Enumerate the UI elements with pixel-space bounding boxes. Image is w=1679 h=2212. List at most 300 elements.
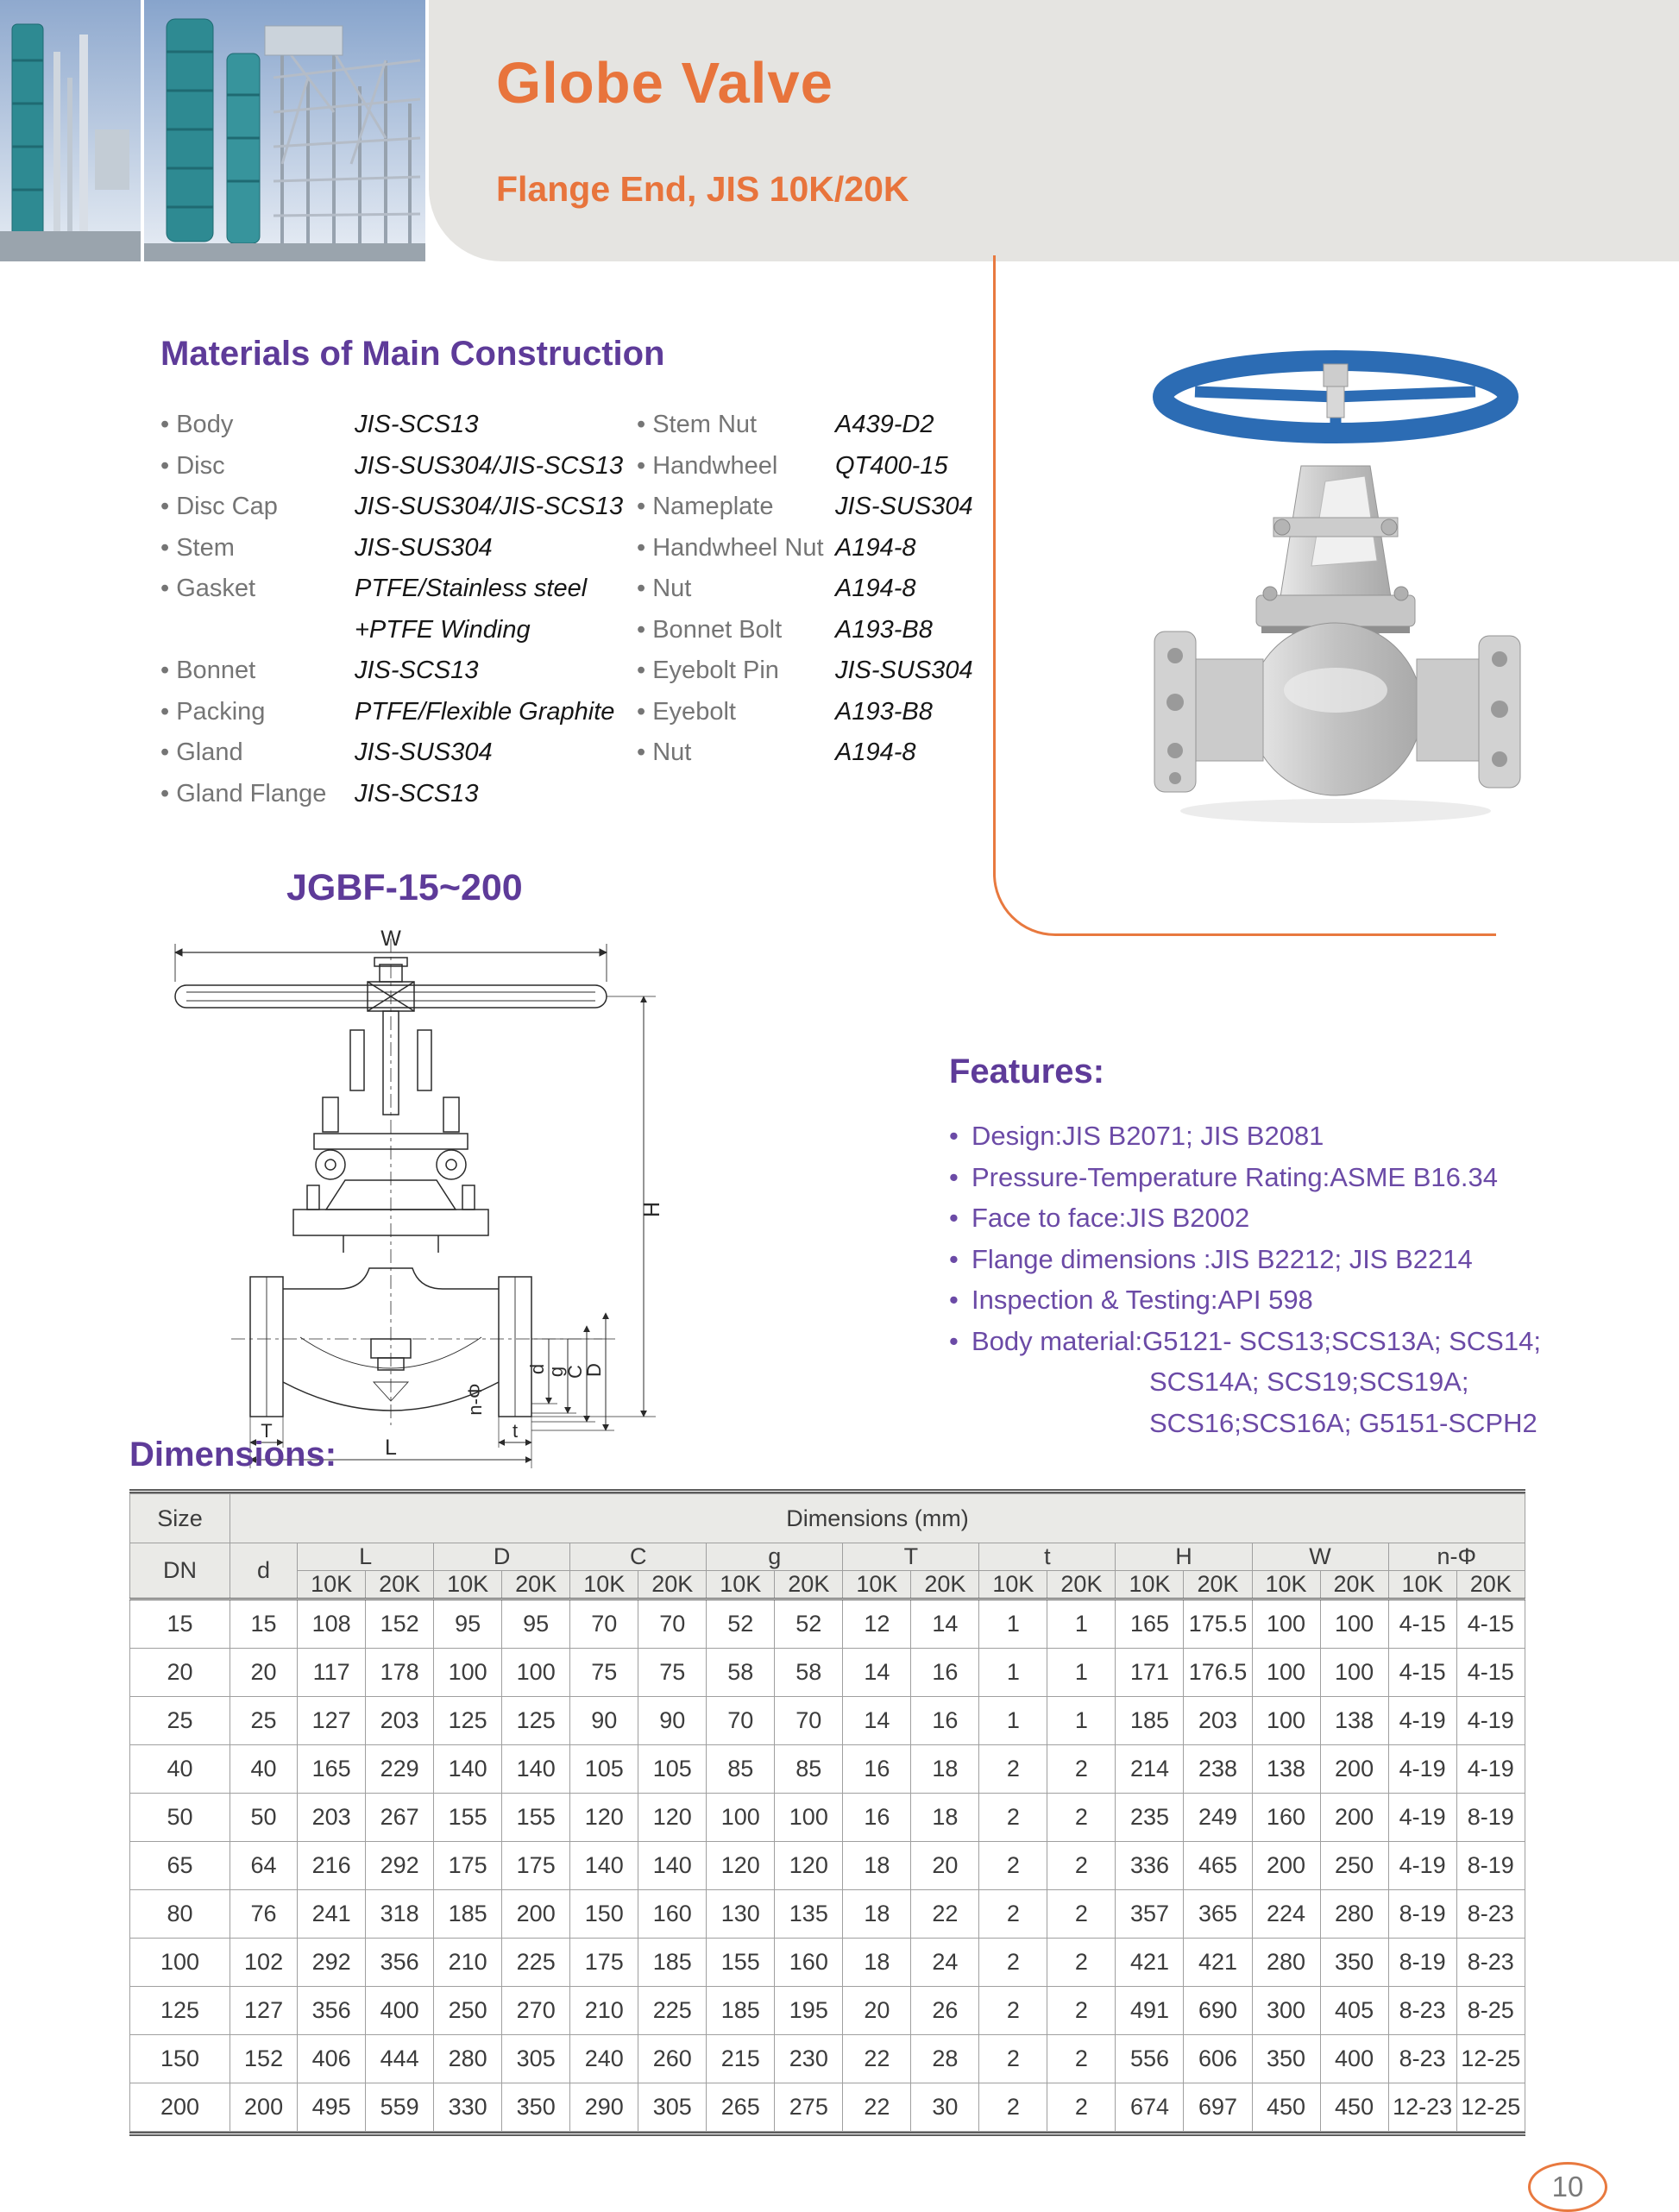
material-label: • Packing [160, 692, 355, 733]
table-cell: 697 [1184, 2083, 1252, 2132]
table-cell: 292 [366, 1842, 434, 1890]
col-group-header: L [298, 1543, 434, 1571]
material-value: PTFE/Flexible Graphite [355, 697, 615, 726]
col-header-dn: DN [130, 1543, 230, 1599]
table-cell: 250 [434, 1987, 502, 2035]
table-cell: 210 [570, 1987, 638, 2035]
table-cell: 292 [298, 1939, 366, 1987]
col-subheader-rating: 20K [1456, 1571, 1525, 1599]
table-cell: 491 [1116, 1987, 1184, 2035]
table-cell: 70 [570, 1599, 638, 1649]
table-cell: 100 [1252, 1599, 1320, 1649]
cell-d: 200 [230, 2083, 298, 2132]
feature-text: Body material:G5121- SCS13;SCS13A; SCS14; [972, 1325, 1541, 1356]
cell-d: 127 [230, 1987, 298, 2035]
table-cell: 4-19 [1388, 1842, 1456, 1890]
col-subheader-rating: 20K [638, 1571, 707, 1599]
col-subheader-rating: 20K [1047, 1571, 1116, 1599]
table-cell: 4-15 [1456, 1599, 1525, 1649]
dim-label-g: g [545, 1366, 567, 1378]
material-value: A194-8 [835, 533, 916, 562]
dim-label-T: T [261, 1420, 273, 1442]
col-subheader-rating: 20K [366, 1571, 434, 1599]
col-subheader-rating: 10K [707, 1571, 775, 1599]
page-title: Globe Valve [496, 51, 833, 116]
plant-photo-left [0, 0, 141, 261]
cell-d: 64 [230, 1842, 298, 1890]
table-cell: 12-23 [1388, 2083, 1456, 2132]
table-cell: 450 [1252, 2083, 1320, 2132]
table-cell: 8-23 [1388, 1987, 1456, 2035]
col-subheader-rating: 20K [502, 1571, 570, 1599]
table-cell: 14 [911, 1599, 979, 1649]
table-cell: 100 [775, 1794, 843, 1842]
table-cell: 95 [434, 1599, 502, 1649]
table-cell: 8-23 [1388, 2035, 1456, 2083]
table-cell: 20 [911, 1842, 979, 1890]
table-cell: 155 [502, 1794, 570, 1842]
table-cell: 200 [1320, 1794, 1388, 1842]
material-row [637, 610, 1034, 651]
feature-item [949, 1361, 1674, 1403]
material-label: • Gland Flange [160, 774, 355, 815]
material-label: • Handwheel Nut [637, 528, 835, 569]
cell-d: 76 [230, 1890, 298, 1939]
table-cell: 16 [843, 1794, 911, 1842]
material-row [637, 528, 1034, 569]
table-cell: 152 [366, 1599, 434, 1649]
table-row [130, 1697, 1525, 1745]
col-subheader-rating: 20K [1320, 1571, 1388, 1599]
plant-photo-right-image [144, 0, 425, 261]
material-value: PTFE/Stainless steel +PTFE Winding [355, 575, 588, 644]
table-cell: 8-19 [1456, 1794, 1525, 1842]
table-row [130, 1794, 1525, 1842]
table-cell: 12-25 [1456, 2083, 1525, 2132]
table-cell: 203 [366, 1697, 434, 1745]
table-cell: 2 [1047, 1890, 1116, 1939]
table-cell: 95 [502, 1599, 570, 1649]
table-cell: 606 [1184, 2035, 1252, 2083]
table-cell: 90 [570, 1697, 638, 1745]
material-label: • Nameplate [637, 487, 835, 528]
col-subheader-rating: 20K [775, 1571, 843, 1599]
table-cell: 20 [843, 1987, 911, 2035]
material-label: • Stem [160, 528, 355, 569]
feature-text: Pressure-Temperature Rating:ASME B16.34 [972, 1161, 1498, 1192]
table-cell: 138 [1252, 1745, 1320, 1794]
table-cell: 270 [502, 1987, 570, 2035]
table-cell: 280 [434, 2035, 502, 2083]
materials-column-right [637, 405, 1034, 774]
table-cell: 1 [1047, 1599, 1116, 1649]
table-cell: 249 [1184, 1794, 1252, 1842]
table-cell: 140 [434, 1745, 502, 1794]
col-group-header: C [570, 1543, 707, 1571]
material-label: • Body [160, 405, 355, 446]
material-row [160, 650, 644, 692]
col-subheader-rating: 10K [979, 1571, 1047, 1599]
table-cell: 203 [1184, 1697, 1252, 1745]
col-group-header: t [979, 1543, 1116, 1571]
cell-dn: 80 [130, 1890, 230, 1939]
feature-item [949, 1403, 1674, 1444]
table-cell: 225 [638, 1987, 707, 2035]
materials-heading: Materials of Main Construction [160, 335, 665, 373]
header-card [429, 0, 1679, 261]
table-cell: 241 [298, 1890, 366, 1939]
table-cell: 52 [707, 1599, 775, 1649]
table-cell: 120 [570, 1794, 638, 1842]
table-cell: 70 [638, 1599, 707, 1649]
material-row [160, 774, 644, 815]
material-row [637, 487, 1034, 528]
col-group-header: g [707, 1543, 843, 1571]
table-cell: 400 [1320, 2035, 1388, 2083]
table-cell: 28 [911, 2035, 979, 2083]
col-subheader-rating: 10K [298, 1571, 366, 1599]
materials-section [160, 335, 1023, 808]
material-label: • Eyebolt Pin [637, 650, 835, 692]
cell-dn: 25 [130, 1697, 230, 1745]
table-cell: 18 [911, 1794, 979, 1842]
material-value: JIS-SUS304 [835, 657, 973, 684]
table-cell: 100 [1252, 1697, 1320, 1745]
table-cell: 175.5 [1184, 1599, 1252, 1649]
table-cell: 175 [502, 1842, 570, 1890]
table-cell: 120 [638, 1794, 707, 1842]
table-cell: 260 [638, 2035, 707, 2083]
table-row [130, 1649, 1525, 1697]
table-cell: 267 [366, 1794, 434, 1842]
col-subheader-rating: 10K [570, 1571, 638, 1599]
table-cell: 16 [911, 1697, 979, 1745]
table-cell: 100 [1320, 1599, 1388, 1649]
table-cell: 2 [979, 2083, 1047, 2132]
col-subheader-rating: 10K [434, 1571, 502, 1599]
table-cell: 14 [843, 1649, 911, 1697]
material-row [160, 528, 644, 569]
table-row [130, 2035, 1525, 2083]
table-cell: 22 [911, 1890, 979, 1939]
col-group-header: W [1252, 1543, 1388, 1571]
table-cell: 155 [434, 1794, 502, 1842]
feature-item [949, 1239, 1674, 1280]
material-row [637, 650, 1034, 692]
col-header-dimensions-mm: Dimensions (mm) [230, 1494, 1525, 1543]
table-cell: 350 [502, 2083, 570, 2132]
material-label: • Gland [160, 732, 355, 774]
table-cell: 336 [1116, 1842, 1184, 1890]
feature-item [949, 1197, 1674, 1239]
table-cell: 16 [843, 1745, 911, 1794]
cell-dn: 15 [130, 1599, 230, 1649]
material-value: A439-D2 [835, 411, 934, 438]
table-cell: 4-15 [1388, 1599, 1456, 1649]
table-cell: 265 [707, 2083, 775, 2132]
table-cell: 14 [843, 1697, 911, 1745]
materials-column-left [160, 405, 644, 814]
dimensions-table-head [130, 1494, 1525, 1599]
feature-text: Face to face:JIS B2002 [972, 1203, 1250, 1233]
material-value: JIS-SUS304/JIS-SCS13 [355, 493, 624, 520]
cell-d: 102 [230, 1939, 298, 1987]
material-row [637, 732, 1034, 774]
features-section [949, 1053, 1674, 1443]
table-cell: 2 [1047, 1745, 1116, 1794]
model-label: JGBF-15~200 [286, 867, 523, 908]
table-cell: 1 [979, 1649, 1047, 1697]
material-row [637, 405, 1034, 446]
table-cell: 155 [707, 1939, 775, 1987]
cell-dn: 125 [130, 1987, 230, 2035]
table-cell: 406 [298, 2035, 366, 2083]
table-cell: 4-19 [1456, 1745, 1525, 1794]
col-subheader-rating: 20K [1184, 1571, 1252, 1599]
table-cell: 450 [1320, 2083, 1388, 2132]
material-label: • Bonnet [160, 650, 355, 692]
table-cell: 185 [707, 1987, 775, 2035]
col-subheader-rating: 10K [1252, 1571, 1320, 1599]
table-cell: 235 [1116, 1794, 1184, 1842]
table-cell: 559 [366, 2083, 434, 2132]
table-cell: 8-25 [1456, 1987, 1525, 2035]
table-cell: 200 [1320, 1745, 1388, 1794]
table-cell: 305 [638, 2083, 707, 2132]
table-cell: 2 [979, 1842, 1047, 1890]
table-cell: 2 [1047, 1842, 1116, 1890]
material-value: A193-B8 [835, 697, 933, 726]
col-group-header: H [1116, 1543, 1252, 1571]
material-label: • Disc [160, 446, 355, 487]
bullet-icon: • [949, 1203, 959, 1233]
table-cell: 117 [298, 1649, 366, 1697]
col-subheader-rating: 10K [1116, 1571, 1184, 1599]
feature-item [949, 1157, 1674, 1198]
table-cell: 160 [638, 1890, 707, 1939]
table-cell: 2 [1047, 1939, 1116, 1987]
table-cell: 8-19 [1456, 1842, 1525, 1890]
table-cell: 165 [1116, 1599, 1184, 1649]
material-row [637, 569, 1034, 610]
table-cell: 200 [1252, 1842, 1320, 1890]
dim-label-t: t [512, 1420, 519, 1442]
globe-valve-illustration [1113, 338, 1562, 830]
table-cell: 229 [366, 1745, 434, 1794]
table-cell: 18 [911, 1745, 979, 1794]
dim-label-n-phi: n-Φ [464, 1383, 486, 1416]
table-cell: 4-15 [1388, 1649, 1456, 1697]
features-heading: Features: [949, 1053, 1105, 1090]
table-cell: 18 [843, 1939, 911, 1987]
table-cell: 275 [775, 2083, 843, 2132]
feature-item [949, 1115, 1674, 1157]
table-cell: 195 [775, 1987, 843, 2035]
dimensions-heading: Dimensions: [129, 1436, 337, 1474]
table-row [130, 1842, 1525, 1890]
dim-label-D: D [583, 1363, 605, 1377]
cell-dn: 150 [130, 2035, 230, 2083]
table-cell: 175 [434, 1842, 502, 1890]
col-subheader-rating: 10K [843, 1571, 911, 1599]
table-cell: 22 [843, 2035, 911, 2083]
col-header-size: Size [130, 1494, 230, 1543]
table-cell: 70 [775, 1697, 843, 1745]
table-cell: 2 [979, 1890, 1047, 1939]
material-value: JIS-SCS13 [355, 657, 479, 684]
dim-label-d: d [526, 1363, 548, 1375]
material-value: JIS-SUS304/JIS-SCS13 [355, 451, 624, 480]
table-cell: 225 [502, 1939, 570, 1987]
table-cell: 305 [502, 2035, 570, 2083]
table-cell: 365 [1184, 1890, 1252, 1939]
cell-d: 25 [230, 1697, 298, 1745]
table-cell: 185 [1116, 1697, 1184, 1745]
table-cell: 318 [366, 1890, 434, 1939]
table-cell: 4-19 [1388, 1794, 1456, 1842]
table-cell: 1 [979, 1697, 1047, 1745]
table-cell: 200 [502, 1890, 570, 1939]
table-cell: 216 [298, 1842, 366, 1890]
table-cell: 690 [1184, 1987, 1252, 2035]
table-cell: 230 [775, 2035, 843, 2083]
table-cell: 405 [1320, 1987, 1388, 2035]
table-cell: 8-23 [1456, 1890, 1525, 1939]
table-cell: 178 [366, 1649, 434, 1697]
table-cell: 4-19 [1388, 1745, 1456, 1794]
dim-label-C: C [564, 1365, 586, 1379]
table-cell: 330 [434, 2083, 502, 2132]
table-cell: 165 [298, 1745, 366, 1794]
table-cell: 300 [1252, 1987, 1320, 2035]
material-label: • Bonnet Bolt [637, 610, 835, 651]
dimensions-table [129, 1493, 1525, 2132]
material-label: • Eyebolt [637, 692, 835, 733]
cell-d: 20 [230, 1649, 298, 1697]
feature-item [949, 1321, 1674, 1362]
table-cell: 214 [1116, 1745, 1184, 1794]
feature-text: SCS14A; SCS19;SCS19A; [1149, 1367, 1469, 1397]
table-cell: 85 [707, 1745, 775, 1794]
features-list [949, 1115, 1674, 1443]
bullet-icon: • [949, 1285, 959, 1315]
table-cell: 120 [707, 1842, 775, 1890]
cell-dn: 65 [130, 1842, 230, 1890]
col-subheader-rating: 10K [1388, 1571, 1456, 1599]
table-cell: 16 [911, 1649, 979, 1697]
material-row [160, 446, 644, 487]
material-row [637, 446, 1034, 487]
table-cell: 185 [638, 1939, 707, 1987]
table-cell: 140 [502, 1745, 570, 1794]
table-cell: 130 [707, 1890, 775, 1939]
page-subtitle: Flange End, JIS 10K/20K [496, 169, 909, 209]
table-cell: 100 [1252, 1649, 1320, 1697]
cell-dn: 20 [130, 1649, 230, 1697]
table-cell: 215 [707, 2035, 775, 2083]
table-cell: 203 [298, 1794, 366, 1842]
material-row [160, 405, 644, 446]
table-cell: 8-19 [1388, 1890, 1456, 1939]
table-cell: 185 [434, 1890, 502, 1939]
table-cell: 75 [638, 1649, 707, 1697]
table-cell: 356 [298, 1987, 366, 2035]
table-cell: 85 [775, 1745, 843, 1794]
table-cell: 18 [843, 1842, 911, 1890]
table-cell: 52 [775, 1599, 843, 1649]
table-cell: 75 [570, 1649, 638, 1697]
cell-d: 15 [230, 1599, 298, 1649]
material-value: JIS-SUS304 [355, 533, 493, 562]
table-row [130, 1599, 1525, 1649]
cell-dn: 200 [130, 2083, 230, 2132]
table-cell: 210 [434, 1939, 502, 1987]
table-cell: 240 [570, 2035, 638, 2083]
table-row [130, 1987, 1525, 2035]
material-label: • Gasket [160, 569, 355, 650]
table-cell: 125 [502, 1697, 570, 1745]
bullet-icon: • [949, 1121, 959, 1151]
table-cell: 135 [775, 1890, 843, 1939]
table-cell: 127 [298, 1697, 366, 1745]
table-cell: 2 [979, 2035, 1047, 2083]
table-row [130, 2083, 1525, 2132]
material-label: • Handwheel [637, 446, 835, 487]
cell-d: 152 [230, 2035, 298, 2083]
table-cell: 105 [570, 1745, 638, 1794]
table-cell: 2 [1047, 1794, 1116, 1842]
table-cell: 90 [638, 1697, 707, 1745]
table-cell: 280 [1252, 1939, 1320, 1987]
table-cell: 4-19 [1456, 1697, 1525, 1745]
feature-text: Inspection & Testing:API 598 [972, 1285, 1313, 1315]
table-cell: 8-19 [1388, 1939, 1456, 1987]
table-cell: 70 [707, 1697, 775, 1745]
table-cell: 1 [1047, 1697, 1116, 1745]
material-row [160, 487, 644, 528]
table-cell: 125 [434, 1697, 502, 1745]
table-cell: 250 [1320, 1842, 1388, 1890]
table-cell: 465 [1184, 1842, 1252, 1890]
table-cell: 160 [1252, 1794, 1320, 1842]
table-cell: 120 [775, 1842, 843, 1890]
dim-label-h: H [640, 1201, 664, 1218]
table-cell: 400 [366, 1987, 434, 2035]
table-cell: 2 [979, 1939, 1047, 1987]
cell-dn: 100 [130, 1939, 230, 1987]
table-cell: 22 [843, 2083, 911, 2132]
col-header-d: d [230, 1543, 298, 1599]
material-value: JIS-SUS304 [355, 738, 493, 766]
table-cell: 175 [570, 1939, 638, 1987]
table-cell: 674 [1116, 2083, 1184, 2132]
table-cell: 176.5 [1184, 1649, 1252, 1697]
dim-label-l: L [385, 1436, 397, 1460]
valve-photo [1113, 338, 1562, 830]
table-cell: 24 [911, 1939, 979, 1987]
material-value: JIS-SCS13 [355, 411, 479, 438]
material-row [160, 692, 644, 733]
plant-photo-right [144, 0, 425, 261]
dim-label-w: W [380, 927, 401, 951]
material-value: A194-8 [835, 575, 916, 602]
feature-text: Flange dimensions :JIS B2212; JIS B2214 [972, 1243, 1473, 1274]
material-value: QT400-15 [835, 451, 948, 480]
col-group-header: T [843, 1543, 979, 1571]
col-group-header: n-Φ [1388, 1543, 1525, 1571]
table-cell: 556 [1116, 2035, 1184, 2083]
material-value: A194-8 [835, 738, 916, 766]
